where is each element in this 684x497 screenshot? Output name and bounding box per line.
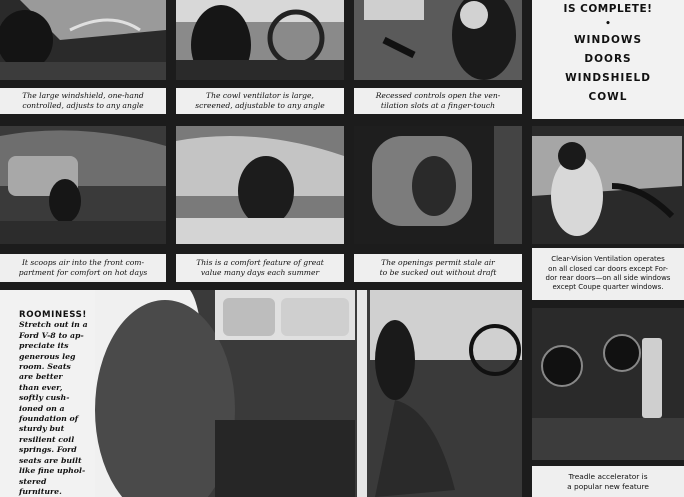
- roominess-panel: [0, 290, 95, 497]
- caption-treadle-line-1: Treadle accelerator is: [568, 471, 648, 481]
- photo-comfort-feature-art: [176, 126, 344, 244]
- caption-clear-vision-line-1: Clear-Vision Ventilation operates: [551, 255, 665, 264]
- complete-item-windows: WINDOWS: [573, 34, 643, 46]
- photo-cowl-ventilator: [176, 0, 344, 80]
- caption-openings-line-2: to be sucked out without draft: [379, 268, 497, 277]
- roominess-body: Stretch out in a Ford V-8 to ap- preciate its generous leg room. Seats are better than ever, softly cush- ioned on a foundation of sturdy but resilient coil springs. Ford seats are built like fine uphol- stered furniture.: [19, 320, 88, 496]
- caption-windshield-line-1: The large windshield, one-hand: [22, 91, 144, 100]
- photo-rear-interior: [95, 290, 522, 497]
- photo-windshield-art: [0, 0, 166, 80]
- photo-scoops-air: [0, 126, 166, 244]
- caption-comfort-feature-line-2: value many days each summer: [200, 268, 320, 277]
- caption-comfort-feature-line-1: This is a comfort feature of great: [196, 258, 324, 267]
- photo-openings-art: [354, 126, 522, 244]
- caption-cowl-ventilator-line-2: screened, adjustable to any angle: [195, 101, 325, 110]
- caption-cowl-ventilator-line-1: The cowl ventilator is large,: [206, 91, 314, 100]
- photo-cowl-ventilator-art: [176, 0, 344, 80]
- caption-openings: [354, 254, 522, 282]
- photo-recessed-controls-art: [354, 0, 522, 80]
- complete-item-cowl: COWL: [588, 91, 628, 103]
- caption-clear-vision: [532, 248, 684, 300]
- caption-treadle-line-2: a popular new feature: [567, 481, 649, 491]
- caption-clear-vision-line-3: dor rear doors—on all side windows: [545, 274, 671, 282]
- photo-windshield: [0, 0, 166, 80]
- caption-windshield-line-2: controlled, adjusts to any angle: [22, 101, 144, 110]
- photo-treadle-accelerator: [532, 308, 684, 460]
- caption-clear-vision-line-2: on all closed car doors except For-: [548, 264, 668, 273]
- caption-recessed-controls-line-1: Recessed controls open the ven-: [375, 91, 501, 100]
- caption-cowl-ventilator: [176, 88, 344, 114]
- caption-scoops-air-line-2: partment for comfort on hot days: [18, 268, 148, 277]
- complete-bullet: •: [605, 19, 611, 29]
- caption-scoops-air: [0, 254, 166, 282]
- photo-openings: [354, 126, 522, 244]
- photo-clear-vision-art: [532, 126, 684, 244]
- photo-rear-interior-art: [95, 290, 522, 497]
- caption-recessed-controls: [354, 88, 522, 114]
- photo-scoops-air-art: [0, 126, 166, 244]
- caption-windshield: [0, 88, 166, 114]
- caption-clear-vision-line-4: except Coupe quarter windows.: [552, 283, 664, 292]
- caption-treadle: [532, 466, 684, 497]
- photo-comfort-feature: [176, 126, 344, 244]
- caption-openings-line-1: The openings permit stale air: [381, 258, 495, 267]
- photo-clear-vision: [532, 126, 684, 244]
- photo-recessed-controls: [354, 0, 522, 80]
- roominess-title: ROOMINESS!: [19, 310, 87, 320]
- caption-scoops-air-line-1: It scoops air into the front com-: [21, 258, 145, 267]
- complete-panel: [532, 0, 684, 119]
- complete-heading: IS COMPLETE!: [563, 3, 653, 15]
- photo-treadle-accelerator-art: [532, 308, 684, 460]
- caption-recessed-controls-line-2: tilation slots at a finger-touch: [380, 101, 496, 110]
- complete-item-doors: DOORS: [584, 53, 632, 65]
- caption-comfort-feature: [176, 254, 344, 282]
- complete-item-windshield: WINDSHIELD: [565, 72, 651, 84]
